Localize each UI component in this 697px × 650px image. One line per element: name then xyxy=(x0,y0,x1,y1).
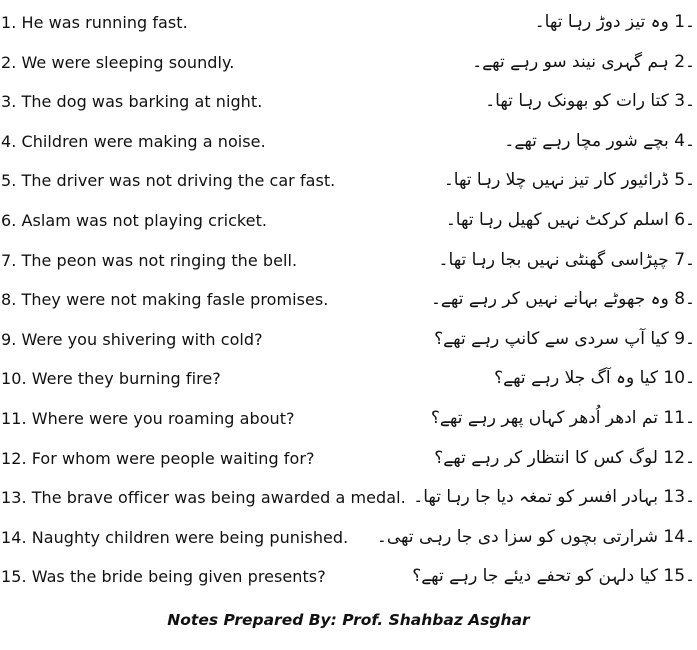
urdu-sentence: ۔10 کیا وہ آگ جلا رہے تھے؟ xyxy=(494,368,695,389)
urdu-sentence: ۔8 وہ جھوٹے بہانے نہیں کر رہے تھے۔ xyxy=(430,289,695,310)
list-item xyxy=(0,400,697,440)
english-sentence: 4. Children were making a noise. xyxy=(1,131,266,151)
english-sentence: 6. Aslam was not playing cricket. xyxy=(1,210,268,230)
list-item xyxy=(0,321,697,361)
english-sentence: 9. Were you shivering with cold? xyxy=(1,329,263,349)
urdu-sentence: ۔11 تم ادھر اُدھر کہاں پھر رہے تھے؟ xyxy=(430,407,695,428)
urdu-sentence: ۔15 کیا دلہن کو تحفے دیئے جا رہے تھے؟ xyxy=(412,566,695,587)
urdu-sentence: ۔4 بچے شور مچا رہے تھے۔ xyxy=(504,130,695,151)
urdu-sentence: ۔6 اسلم کرکٹ نہیں کھیل رہا تھا۔ xyxy=(445,209,695,230)
english-sentence: 2. We were sleeping soundly. xyxy=(1,52,235,72)
sentence-list xyxy=(0,4,697,598)
list-item xyxy=(0,123,697,163)
list-item xyxy=(0,242,697,282)
english-sentence: 13. The brave officer was being awarded a medal. xyxy=(1,488,406,508)
urdu-sentence: ۔1 وہ تیز دوڑ رہا تھا۔ xyxy=(534,12,695,32)
list-item xyxy=(0,4,697,44)
notes-credit-footer: Notes Prepared By: Prof. Shahbaz Asghar xyxy=(167,611,530,629)
urdu-sentence: ۔13 بہادر افسر کو تمغہ دیا جا رہا تھا۔ xyxy=(413,487,695,508)
english-sentence: 15. Was the bride being given presents? xyxy=(1,567,326,587)
list-item xyxy=(0,440,697,480)
urdu-sentence: ۔9 کیا آپ سردی سے کانپ رہے تھے؟ xyxy=(434,328,695,349)
list-item xyxy=(0,83,697,123)
english-sentence: 11. Where were you roaming about? xyxy=(1,408,295,428)
urdu-sentence: ۔2 ہم گہری نیند سو رہے تھے۔ xyxy=(472,51,695,72)
list-item xyxy=(0,479,697,519)
english-sentence: 3. The dog was barking at night. xyxy=(1,92,263,112)
urdu-sentence: ۔12 لوگ کس کا انتظار کر رہے تھے؟ xyxy=(434,447,695,468)
urdu-sentence: ۔7 چپڑاسی گھنٹی نہیں بجا رہا تھا۔ xyxy=(438,249,695,270)
english-sentence: 1. He was running fast. xyxy=(1,13,188,32)
urdu-sentence: ۔3 کتا رات کو بھونک رہا تھا۔ xyxy=(485,91,695,112)
english-sentence: 5. The driver was not driving the car fast. xyxy=(1,171,336,191)
list-item xyxy=(0,558,697,598)
list-item xyxy=(0,360,697,400)
english-sentence: 14. Naughty children were being punished. xyxy=(1,527,349,547)
english-sentence: 12. For whom were people waiting for? xyxy=(1,448,315,468)
english-sentence: 10. Were they burning fire? xyxy=(1,369,221,389)
urdu-sentence: ۔5 ڈرائیور کار تیز نہیں چلا رہا تھا۔ xyxy=(443,170,695,191)
list-item xyxy=(0,281,697,321)
list-item xyxy=(0,44,697,84)
english-sentence: 8. They were not making fasle promises. xyxy=(1,290,329,310)
list-item xyxy=(0,162,697,202)
english-sentence: 7. The peon was not ringing the bell. xyxy=(1,250,298,270)
list-item xyxy=(0,202,697,242)
urdu-sentence: ۔14 شرارتی بچوں کو سزا دی جا رہی تھی۔ xyxy=(376,526,695,547)
list-item xyxy=(0,519,697,559)
